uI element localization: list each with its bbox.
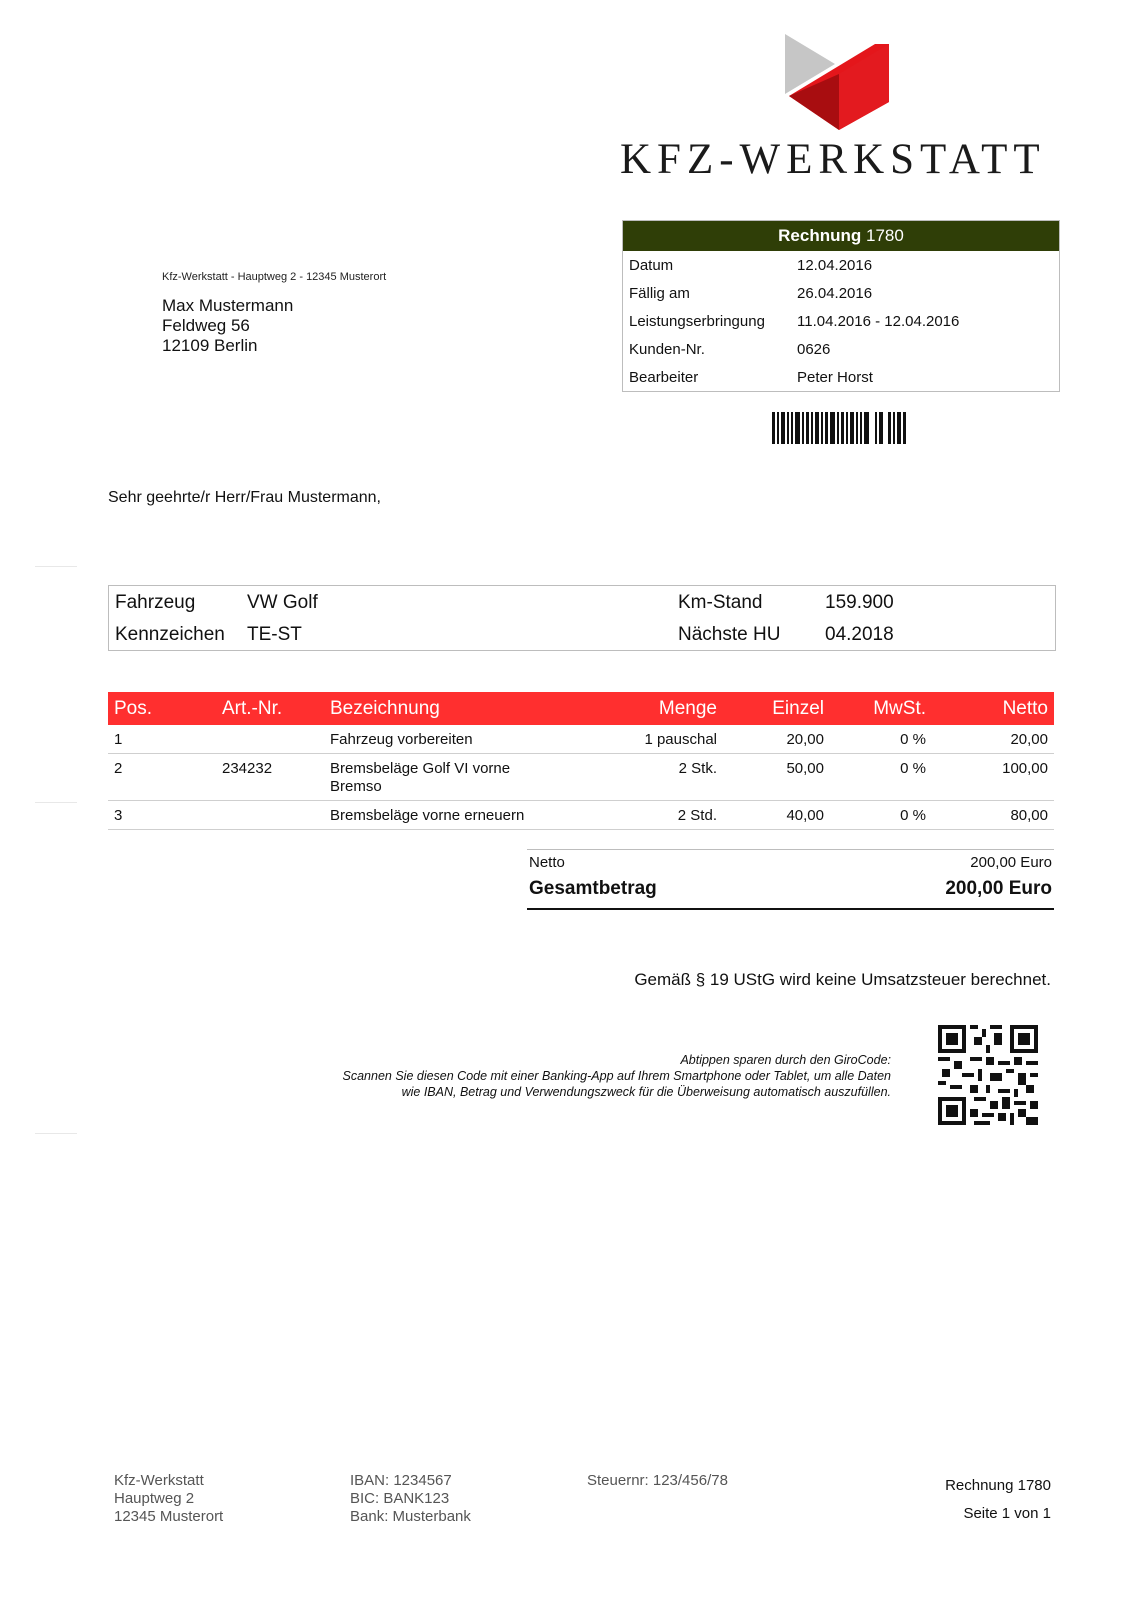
recipient-name: Max Mustermann — [162, 296, 294, 315]
col-pos: Pos. — [108, 692, 216, 725]
vehicle-info-box — [108, 585, 1056, 651]
item-description: Fahrzeug vorbereiten — [330, 731, 473, 748]
footer-tax — [587, 1472, 728, 1490]
salutation: Sehr geehrte/r Herr/Frau Mustermann, — [108, 489, 381, 506]
invoice-title-label: Rechnung — [778, 226, 862, 245]
cell-einzel: 20,00 — [723, 725, 830, 754]
recipient-address — [162, 296, 293, 356]
footer-line: IBAN: 1234567 — [350, 1472, 452, 1489]
cell-netto: 80,00 — [932, 801, 1054, 830]
info-value: Peter Horst — [797, 368, 873, 386]
totals-netto-label: Netto — [529, 854, 565, 871]
footer-bank — [350, 1472, 471, 1526]
girocode-qr-icon — [938, 1025, 1038, 1125]
fold-mark — [35, 802, 77, 803]
footer-line: BIC: BANK123 — [350, 1490, 450, 1507]
invoice-number: 1780 — [866, 226, 904, 245]
girocode-text — [343, 1052, 891, 1100]
cell-einzel: 40,00 — [723, 801, 830, 830]
footer-invoice-ref: Rechnung 1780 — [945, 1477, 1051, 1494]
girocode-line: Scannen Sie diesen Code mit einer Banking-App auf Ihrem Smartphone oder Tablet, um alle Daten — [342, 1069, 891, 1083]
mileage-value: 159.900 — [825, 592, 894, 613]
cell-menge: 2 Stk. — [591, 754, 723, 801]
items-header-row — [108, 692, 1054, 725]
table-row — [108, 725, 1054, 754]
footer-line: Hauptweg 2 — [114, 1490, 195, 1507]
sender-address-line: Kfz-Werkstatt - Hauptweg 2 - 12345 Musterort — [162, 271, 387, 283]
mileage-label: Km-Stand — [678, 592, 763, 613]
girocode-line: wie IBAN, Betrag und Verwendungszweck für die Überweisung automatisch auszufüllen. — [401, 1085, 891, 1099]
plate-label: Kennzeichen — [115, 624, 225, 645]
cell-art-nr — [216, 801, 324, 830]
cell-art-nr — [216, 725, 324, 754]
cell-netto: 100,00 — [932, 754, 1054, 801]
item-description-detail: Bremso — [330, 778, 382, 795]
info-value: 12.04.2016 — [797, 256, 873, 274]
vehicle-label: Fahrzeug — [115, 592, 196, 613]
cell-einzel: 50,00 — [723, 754, 830, 801]
totals-gesamt-row — [527, 876, 1054, 910]
col-menge: Menge — [591, 692, 723, 725]
table-row — [108, 754, 1054, 801]
footer-line: Bank: Musterbank — [350, 1508, 471, 1525]
info-row-datum — [623, 251, 1059, 279]
info-label: Bearbeiter — [629, 368, 699, 386]
totals-netto-row — [527, 849, 1054, 876]
tax-note: Gemäß § 19 UStG wird keine Umsatzsteuer berechnet. — [634, 970, 1051, 989]
cell-mwst: 0 % — [830, 754, 932, 801]
recipient-city: 12109 Berlin — [162, 336, 258, 355]
fold-mark — [35, 566, 77, 567]
info-value: 11.04.2016 - 12.04.2016 — [797, 312, 960, 330]
vehicle-value: VW Golf — [247, 592, 318, 613]
info-row-kunden-nr — [623, 335, 1059, 363]
cell-menge: 2 Std. — [591, 801, 723, 830]
table-row — [108, 801, 1054, 830]
info-row-faellig — [623, 279, 1059, 307]
totals-gesamt-label: Gesamtbetrag — [529, 878, 657, 899]
info-value: 0626 — [797, 340, 831, 358]
invoice-info-box — [622, 220, 1060, 392]
footer-page-info — [945, 1472, 1051, 1528]
item-description: Bremsbeläge Golf VI vorne — [330, 760, 511, 777]
footer-address — [114, 1472, 223, 1526]
next-inspection-value: 04.2018 — [825, 624, 894, 645]
info-label: Datum — [629, 256, 674, 274]
cell-bezeichnung — [324, 801, 591, 830]
footer-line: Kfz-Werkstatt — [114, 1472, 204, 1489]
col-netto: Netto — [932, 692, 1054, 725]
cell-mwst: 0 % — [830, 801, 932, 830]
cell-bezeichnung — [324, 725, 591, 754]
cell-pos: 3 — [108, 801, 216, 830]
info-row-bearbeiter — [623, 363, 1059, 391]
cell-netto: 20,00 — [932, 725, 1054, 754]
info-label: Leistungserbringung — [629, 312, 765, 330]
totals-netto-value: 200,00 Euro — [970, 854, 1052, 871]
col-bezeichnung: Bezeichnung — [324, 692, 591, 725]
footer-line: 12345 Musterort — [114, 1508, 224, 1525]
cell-pos: 1 — [108, 725, 216, 754]
recipient-street: Feldweg 56 — [162, 316, 250, 335]
info-label: Kunden-Nr. — [629, 340, 705, 358]
girocode-line: Abtippen sparen durch den GiroCode: — [680, 1053, 891, 1067]
items-table — [108, 692, 1054, 830]
col-art-nr: Art.-Nr. — [216, 692, 324, 725]
cell-mwst: 0 % — [830, 725, 932, 754]
info-label: Fällig am — [629, 284, 690, 302]
fold-mark — [35, 1133, 77, 1134]
info-row-leistung — [623, 307, 1059, 335]
totals-block — [527, 849, 1054, 910]
company-logo-text: KFZ-WERKSTATT — [620, 136, 1046, 183]
cell-menge: 1 pauschal — [591, 725, 723, 754]
plate-value: TE-ST — [247, 624, 302, 645]
item-description: Bremsbeläge vorne erneuern — [330, 807, 525, 824]
totals-gesamt-value: 200,00 Euro — [945, 878, 1052, 899]
cell-art-nr: 234232 — [216, 754, 324, 801]
col-einzel: Einzel — [723, 692, 830, 725]
footer-line: Steuernr: 123/456/78 — [587, 1472, 728, 1489]
company-logo-mark — [783, 34, 893, 130]
barcode — [772, 412, 908, 444]
footer-page-number: Seite 1 von 1 — [963, 1505, 1051, 1522]
cell-bezeichnung — [324, 754, 591, 801]
cell-pos: 2 — [108, 754, 216, 801]
col-mwst: MwSt. — [830, 692, 932, 725]
next-inspection-label: Nächste HU — [678, 624, 781, 645]
invoice-title — [623, 221, 1059, 251]
info-value: 26.04.2016 — [797, 284, 873, 302]
